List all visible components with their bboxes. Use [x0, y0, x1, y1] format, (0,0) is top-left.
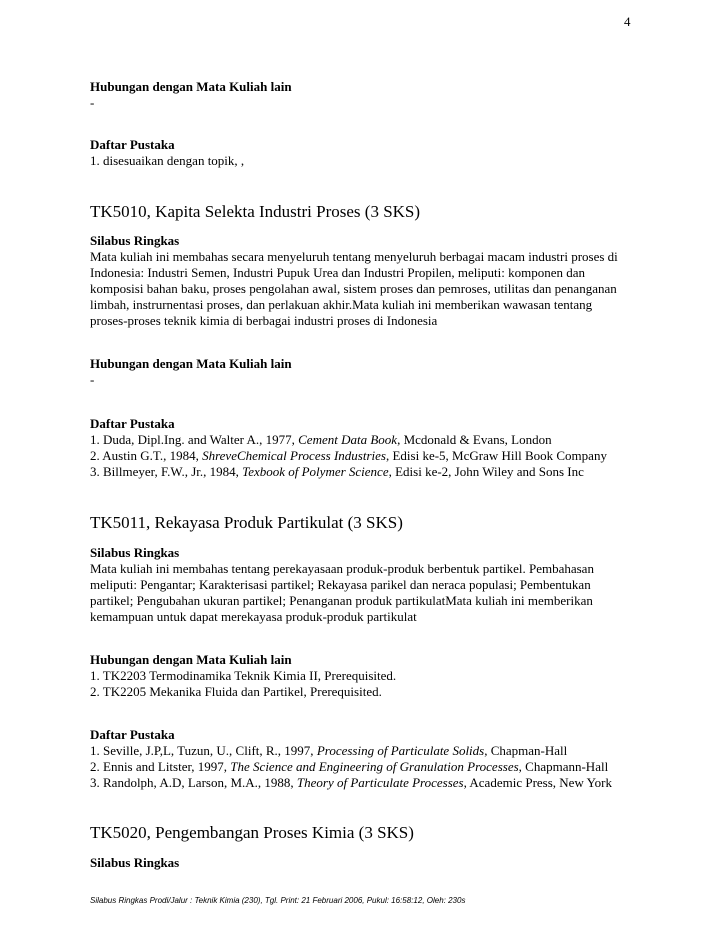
syllabus-line: Mata kuliah ini membahas secara menyeluruh tentang menyeluruh berbagai macam industri proses di [90, 249, 618, 264]
syllabus-line: komposisi bahan baku, proses pengolahan awal, sistem proses dan pemroses, utilitas dan penanganan [90, 281, 617, 296]
reference-title: Cement Data Book [298, 432, 398, 447]
course-title: TK5020, Pengembangan Proses Kimia (3 SKS) [90, 823, 414, 842]
reference-item: 2. Ennis and Litster, 1997, The Science and Engineering of Granulation Processes, Chapmann-Hall [90, 759, 609, 774]
references-heading: Daftar Pustaka [90, 727, 175, 742]
reference-item: 3. Randolph, A.D, Larson, M.A., 1988, Theory of Particulate Processes, Academic Press, New York [90, 775, 613, 790]
syllabus-line: Mata kuliah ini membahas tentang perekayasaan produk-produk berbentuk partikel. Pembahasan [90, 561, 594, 576]
reference-title: Theory of Particulate Processes [296, 775, 464, 790]
syllabus-line: Indonesia: Industri Semen, Industri Pupuk Urea dan Industri Propilen, meliputi: komponen dan [90, 265, 586, 280]
references-text: 1. disesuaikan dengan topik, , [90, 153, 245, 168]
relation-text: - [90, 372, 95, 387]
references-heading: Daftar Pustaka [90, 137, 175, 152]
relation-heading: Hubungan dengan Mata Kuliah lain [90, 79, 292, 94]
reference-title: The Science and Engineering of Granulation Processes [230, 759, 519, 774]
reference-item: 1. Duda, Dipl.Ing. and Walter A., 1977, Cement Data Book, Mcdonald & Evans, London [90, 432, 552, 447]
page-footer: Silabus Ringkas Prodi/Jalur : Teknik Kimia (230), Tgl. Print: 21 Februari 2006, Pukul: 16:58:12, Oleh: 230s [90, 896, 466, 905]
relation-item: 1. TK2203 Termodinamika Teknik Kimia II, Prerequisited. [90, 668, 397, 683]
relation-heading: Hubungan dengan Mata Kuliah lain [90, 652, 292, 667]
syllabus-line: partikel; Pengubahan ukuran partikel; Penanganan produk partikulatMata kuliah ini memberikan [90, 593, 593, 608]
syllabus-heading: Silabus Ringkas [90, 855, 180, 870]
relation-heading: Hubungan dengan Mata Kuliah lain [90, 356, 292, 371]
references-heading: Daftar Pustaka [90, 416, 175, 431]
syllabus-line: proses-proses teknik kimia di berbagai industri proses di Indonesia [90, 313, 438, 328]
reference-item: 2. Austin G.T., 1984, ShreveChemical Process Industries, Edisi ke-5, McGraw Hill Book Company [90, 448, 607, 463]
reference-title: Processing of Particulate Solids [316, 743, 485, 758]
syllabus-line: meliputi: Pengantar; Karakterisasi partikel; Rekayasa parikel dan neraca populasi; Pembentukan [90, 577, 591, 592]
syllabus-line: limbah, instrurnentasi proses, dan perlakuan akhir.Mata kuliah ini memberikan wawasan tentang [90, 297, 593, 312]
reference-item: 1. Seville, J.P,L, Tuzun, U., Clift, R., 1997, Processing of Particulate Solids, Chapman-Hall [90, 743, 568, 758]
reference-title: ShreveChemical Process Industries [202, 448, 386, 463]
relation-text: - [90, 95, 95, 110]
course-title: TK5010, Kapita Selekta Industri Proses (3 SKS) [90, 202, 421, 221]
page-number: 4 [624, 14, 631, 29]
course-title: TK5011, Rekayasa Produk Partikulat (3 SKS) [90, 513, 403, 532]
syllabus-line: kemampuan untuk dapat merekayasa produk-produk partikulat [90, 609, 417, 624]
reference-item: 3. Billmeyer, F.W., Jr., 1984, Texbook of Polymer Science, Edisi ke-2, John Wiley and Sons Inc [90, 464, 584, 479]
syllabus-heading: Silabus Ringkas [90, 233, 180, 248]
reference-title: Texbook of Polymer Science [242, 464, 389, 479]
relation-item: 2. TK2205 Mekanika Fluida dan Partikel, Prerequisited. [90, 684, 382, 699]
syllabus-heading: Silabus Ringkas [90, 545, 180, 560]
